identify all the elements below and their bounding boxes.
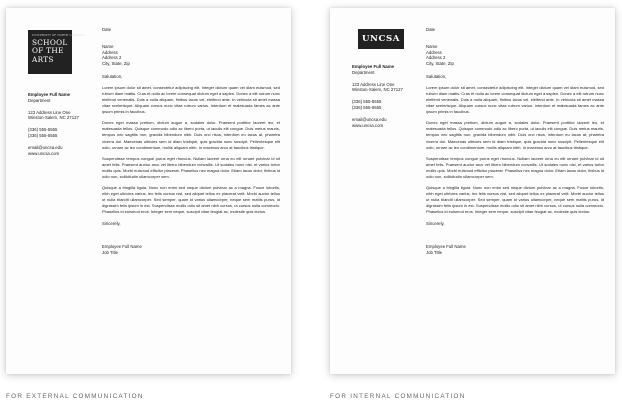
recipient-address: Address xyxy=(426,49,442,55)
sender-department: Department xyxy=(352,69,375,75)
school-of-the-arts-logo xyxy=(28,30,86,74)
recipient-name: Name xyxy=(102,43,114,49)
letter-salutation: Salutation, xyxy=(426,73,447,79)
letter-paragraph: Lorem ipsum dolor sit amet, consectetur adipiscing elit. Integer dictum quam vel diam euismod, sed rutrum diam mattis. Cras et nulla ac lorem consequat dictum eget a sapien. Donec a elit rutrum nunc eleifend venenatis. Duis a nulla aliquam, finibus lacus vel, eleifend ante. In vehicula sit amet massa vitae scelerisque. Aliquam cursus nunc vitae rutrum varius. Interdum et malesuada fames ac ante ipsum primis in faucibus. xyxy=(102,84,280,115)
signer-name: Employee Full Name xyxy=(426,244,466,250)
letter-paragraph: Quisque a fringilla ligula. Nunc non enim sed neque dictum pulvinar ac a magna. Fusce lobortis, nibh eget ultricies varius, leo felis cursus nisl, sed aliquet tellus ex placerat velit. Morbi auctor tellus ut nulla blandit ullamcorper. Sed semper, quam id varius ullamcorper, neque sem mattis purus, id dignissim felis ipsum in est. Suspendisse mollis odio sit amet nibh cursus, ut cursus nulla commodo. Phasellus id euismod eros. Integer sem neque, suscipit vitae feugiat ac, molestie quis lectus. xyxy=(102,185,280,215)
sender-phone: (336) 555-5555 xyxy=(28,127,58,133)
caption-internal: FOR INTERNAL COMMUNICATION xyxy=(330,393,466,400)
recipient-city: City, State, Zip xyxy=(426,61,454,67)
letter-paragraph: Suspendisse tempus congue purus eget rhoncus. Nullam laoreet urna eu elit ornare pulvinar id sit amet felis. Praesent auctor arcu vel libero bibendum convallis. Ut sodales nunc nisl, et varius tortor mollis quis. Morbi euismod efficitur placerat. Phasellus nec magna dolor. Etiam lacus dolor, finibus id odio non, sollicitudin ullamcorper sem. xyxy=(102,155,280,179)
letter-body xyxy=(426,27,604,256)
sender-website: www.uncsa.com xyxy=(28,150,60,156)
uncsa-logo: UNCSA xyxy=(358,29,404,49)
letter-paragraph: Suspendisse tempus congue purus eget rhoncus. Nullam laoreet urna eu elit ornare pulvinar id sit amet felis. Praesent auctor arcu vel libero bibendum convallis. Ut sodales nunc nisl, et varius tortor mollis quis. Morbi euismod efficitur placerat. Phasellus nec magna dolor. Etiam lacus dolor, finibus id odio non, sollicitudin ullamcorper sem. xyxy=(426,155,604,179)
sender-city: Winston-Salem, NC 27127 xyxy=(28,115,79,121)
letter-body xyxy=(102,27,280,256)
letterhead-internal-page xyxy=(330,8,615,374)
sender-name: Employee Full Name xyxy=(28,92,71,97)
sender-city: Winston-Salem, NC 27127 xyxy=(352,87,403,93)
sender-fax: (336) 555-5555 xyxy=(28,132,58,138)
letter-paragraph: Donec eget massa pretium, dictum augue a, sodales dolor. Praesent porttitor laoreet leo, et malesuada tellus. Quisque commodo odio ac libero porta, ut iaculis elit congue. Duis metus mauris, tempus nec sagittis non, gravida bibendum nibh. Duis orci risus, interdum eu lacus at, pharetra viverra dui. Maecenas ultricies sem id diam tristique, quis gravida nunc suscipit. Pellentesque elit odio, ornare ac leo condimentum, mollis aliquam nibh. In maximus arcu at faucibus tristique. xyxy=(102,120,280,150)
recipient-address-2: Address 2 xyxy=(102,55,122,61)
recipient-city: City, State, Zip xyxy=(102,61,130,67)
sender-website: www.uncsa.com xyxy=(352,122,384,128)
letter-paragraph: Donec eget massa pretium, dictum augue a, sodales dolor. Praesent porttitor laoreet leo, et malesuada tellus. Quisque commodo odio ac libero porta, ut iaculis elit congue. Duis metus mauris, tempus nec sagittis non, gravida bibendum nibh. Duis orci risus, interdum eu lacus at, pharetra viverra dui. Maecenas ultricies sem id diam tristique, quis gravida nunc suscipit. Pellentesque elit odio, ornare ac leo condimentum, mollis aliquam nibh. In maximus arcu at faucibus tristique. xyxy=(426,120,604,150)
sender-department: Department xyxy=(28,97,51,103)
recipient-address: Address xyxy=(102,49,118,55)
signer-title: Job Title xyxy=(426,250,443,256)
letter-salutation: Salutation, xyxy=(102,73,123,79)
logo-wordmark: SCHOOL OF THE ARTS xyxy=(32,38,68,64)
sender-name: Employee Full Name xyxy=(352,64,395,69)
sender-info xyxy=(28,92,90,156)
caption-external: FOR EXTERNAL COMMUNICATION xyxy=(6,393,144,400)
sender-email: email@uncsa.edu xyxy=(28,144,63,150)
signer-title: Job Title xyxy=(102,250,119,256)
letter-closing: Sincerely, xyxy=(102,220,121,226)
sender-email: email@uncsa.edu xyxy=(352,116,387,122)
letter-date: Date xyxy=(102,27,112,32)
letter-date: Date xyxy=(426,27,436,32)
letter-paragraph: Lorem ipsum dolor sit amet, consectetur adipiscing elit. Integer dictum quam vel diam euismod, sed rutrum diam mattis. Cras et nulla ac lorem consequat dictum eget a sapien. Donec a elit rutrum nunc eleifend venenatis. Duis a nulla aliquam, finibus lacus vel, eleifend ante. In vehicula sit amet massa vitae scelerisque. Aliquam cursus nunc vitae rutrum varius. Interdum et malesuada fames ac ante ipsum primis in faucibus. xyxy=(426,84,604,115)
sender-fax: (336) 555-5555 xyxy=(352,104,382,110)
sender-info xyxy=(352,64,414,128)
letterhead-external-page xyxy=(6,8,291,374)
letter-paragraph: Quisque a fringilla ligula. Nunc non enim sed neque dictum pulvinar ac a magna. Fusce lobortis, nibh eget ultricies varius, leo felis cursus nisl, sed aliquet tellus ex placerat velit. Morbi auctor tellus ut nulla blandit ullamcorper. Sed semper, quam id varius ullamcorper, neque sem mattis purus, id dignissim felis ipsum in est. Suspendisse mollis odio sit amet nibh cursus, ut cursus nulla commodo. Phasellus id euismod eros. Integer sem neque, suscipit vitae feugiat ac, molestie quis lectus. xyxy=(426,185,604,215)
sender-phone: (336) 555-5555 xyxy=(352,99,382,105)
recipient-name: Name xyxy=(426,43,438,49)
sender-address: 123 Address Line One xyxy=(352,81,395,87)
sender-address: 123 Address Line One xyxy=(28,109,71,115)
letter-closing: Sincerely, xyxy=(426,220,445,226)
recipient-address-2: Address 2 xyxy=(426,55,446,61)
logo-subtitle: UNIVERSITY OF NORTH CAROLINA xyxy=(32,34,86,37)
signer-name: Employee Full Name xyxy=(102,244,142,250)
